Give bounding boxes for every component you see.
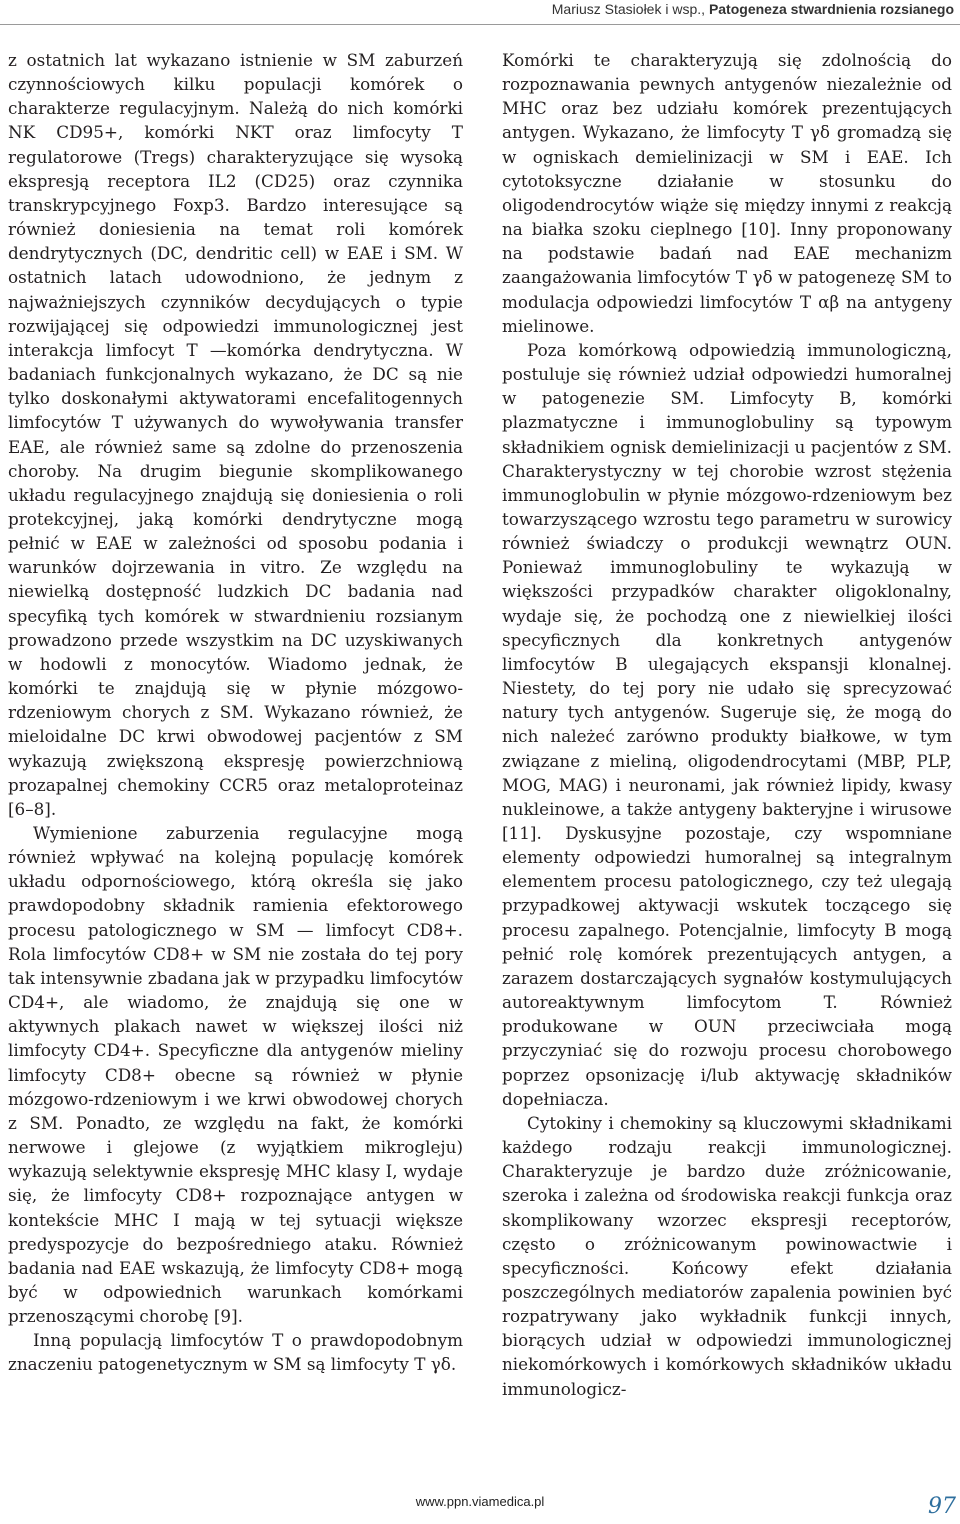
page-number: 97 xyxy=(928,1494,956,1519)
left-column xyxy=(8,48,463,1377)
right-paragraph-2: Poza komórkową odpowiedzią immunologiczną, postuluje się również udział odpowiedzi humoralnej w patogenezie SM. Limfocyty B, komórki plazmatyczne i immunoglobuliny są typowym składnikiem ognisk demielinizacji u pacjentów z SM. Charakterystyczny w tej chorobie wzrost stężenia immunoglobulin w płynie mózgowo-rdzeniowym bez towarzyszącego wzrostu tego parametru w surowicy również świadczy o produkcji wewnątrz OUN. Ponieważ immunoglobuliny te wykazują w większości przypadków charakter oligoklonalny, wydaje się, że pochodzą one z niewielkiej ilości specyficznych dla konkretnych antygenów limfocytów B ulegających ekspansji klonalnej. Niestety, do tej pory nie udało się sprecyzować natury tych antygenów. Sugeruje się, że mogą do nich należeć zarówno produkty białkowe, w tym związane z mieliną, oligodendrocytami (MBP, PLP, MOG, MAG) i neuronami, jak również lipidy, kwasy nukleinowe, a także antygeny bakteryjne i wirusowe [11]. Dyskusyjne pozostaje, czy wspomniane elementy odpowiedzi humoralnej są integralnym elementem procesu patologicznego, czy też ulegają przypadkowej aktywacji wskutek toczącego się procesu zapalnego. Potencjalnie, limfocyty B mogą pełnić rolę komórek prezentujących antygen, a zarazem dostarczających sygnałów kostymulujących autoreaktywnym limfocytom T. Również produkowane w OUN przeciwciała mogą przyczyniać się do rozwoju procesu chorobowego poprzez opsonizację i/lub aktywację składników dopełniacza. xyxy=(502,339,952,1109)
header-authors: Mariusz Stasiołek i wsp., xyxy=(551,1,706,17)
header-title: Patogeneza stwardnienia rozsianego xyxy=(708,1,954,17)
right-column xyxy=(502,48,952,1401)
left-paragraph-1: z ostatnich lat wykazano istnienie w SM zaburzeń czynnościowych kilku populacji komórek o charakterze regulacyjnym. Należą do nich komórki NK CD95+, komórki NKT oraz limfocyty T regulatorowe (Tregs) charakteryzujące się wysoką ekspresją receptora IL2 (CD25) oraz czynnika transkrypcyjnego Foxp3. Bardzo interesujące są również doniesienia na temat roli komórek dendrytycznych (DC, dendritic cell) w EAE i SM. W ostatnich latach udowodniono, że jednym z najważniejszych czynników decydujących o typie rozwijającej się odpowiedzi immunologicznej jest interakcja limfocyt T —komórka dendrytyczna. W badaniach funkcjonalnych wykazano, że DC są nie tylko doskonałymi aktywatorami encefalitogennych limfocytów T używanych do wywoływania transfer EAE, ale również same są zdolne do przenoszenia choroby. Na drugim biegunie skomplikowanego układu regulacyjnego znajdują się doniesienia o roli protekcyjnej, jaką komórki dendrytyczne mogą pełnić w EAE w zależności od sposobu podania i warunków dojrzewania in vitro. Ze względu na niewielką dostępność ludzkich DC badania nad specyfiką tych komórek w stwardnieniu rozsianym prowadzono przede wszystkim na DC uzyskiwanych w hodowli z monocytów. Wiadomo jednak, że komórki te znajdują się w płynie mózgowo-rdzeniowym chorych z SM. Wykazano również, że mieloidalne DC krwi obwodowej pacjentów z SM wykazują zwiększoną ekspresję powierzchniową prozapalnej chemokiny CCR5 oraz metaloproteinaz [6–8]. xyxy=(8,50,463,819)
left-paragraph-3: Inną populacją limfocytów T o prawdopodobnym znaczeniu patogenetycznym w SM są limfocyty T γδ. xyxy=(8,1330,463,1375)
right-paragraph-1: Komórki te charakteryzują się zdolnością do rozpoznawania pewnych antygenów niezależnie od MHC oraz bez udziału komórek prezentujących antygen. Wykazano, że limfocyty T γδ gromadzą się w ogniskach demielinizacji w SM i EAE. Ich cytotoksyczne działanie w stosunku do oligodendrocytów wiąże się między innymi z reakcją na białka szoku cieplnego [10]. Inny proponowany na podstawie badań nad EAE mechanizm zaangażowania limfocytów T γδ w patogenezę SM to modulacja odpowiedzi limfocytów T αβ na antygeny mielinowe. xyxy=(502,50,952,336)
footer-url[interactable]: www.ppn.viamedica.pl xyxy=(415,1494,545,1509)
running-head-text xyxy=(552,0,954,18)
running-head xyxy=(0,0,960,34)
right-paragraph-3: Cytokiny i chemokiny są kluczowymi składnikami każdego rodzaju reakcji immunologicznej. Charakteryzuje je bardzo duże zróżnicowanie, szeroka i zależna od środowiska reakcji funkcja oraz skomplikowany wzorzec ekspresji receptorów, często o zróżnicowanym powinowactwie i specyficzności. Końcowy efekt działania poszczególnych mediatorów zapalenia powinien być rozpatrywany jako wykładnik funkcji innych, biorących udział w odpowiedzi immunologicznej niekomórkowych i komórkowych składników układu immunologicz- xyxy=(502,1112,952,1399)
left-paragraph-2: Wymienione zaburzenia regulacyjne mogą również wpływać na kolejną populację komórek układu odpornościowego, którą określa się jako prawdopodobny składnik ramienia efektorowego procesu patologicznego w SM — limfocyt CD8+. Rola limfocytów CD8+ w SM nie została do tej pory tak intensywnie zbadana jak w przypadku limfocytów CD4+, ale wiadomo, że znajdują się one w aktywnych plakach nawet w większej ilości niż limfocyty CD4+. Specyficzne dla antygenów mieliny limfocyty CD8+ obecne są również w płynie mózgowo-rdzeniowym i we krwi obwodowej chorych z SM. Ponadto, ze względu na fakt, że komórki nerwowe i glejowe (z wyjątkiem mikrogleju) wykazują selektywnie ekspresję MHC klasy I, wydaje się, że limfocyty CD8+ rozpoznające antygen w kontekście MHC I mają w tej sytuacji większe predyspozycje do bezpośredniego ataku. Również badania nad EAE wskazują, że limfocyty CD8+ mogą być w odpowiednich warunkach komórkami przenoszącymi chorobę [9]. xyxy=(8,823,463,1327)
header-rule xyxy=(0,24,960,25)
